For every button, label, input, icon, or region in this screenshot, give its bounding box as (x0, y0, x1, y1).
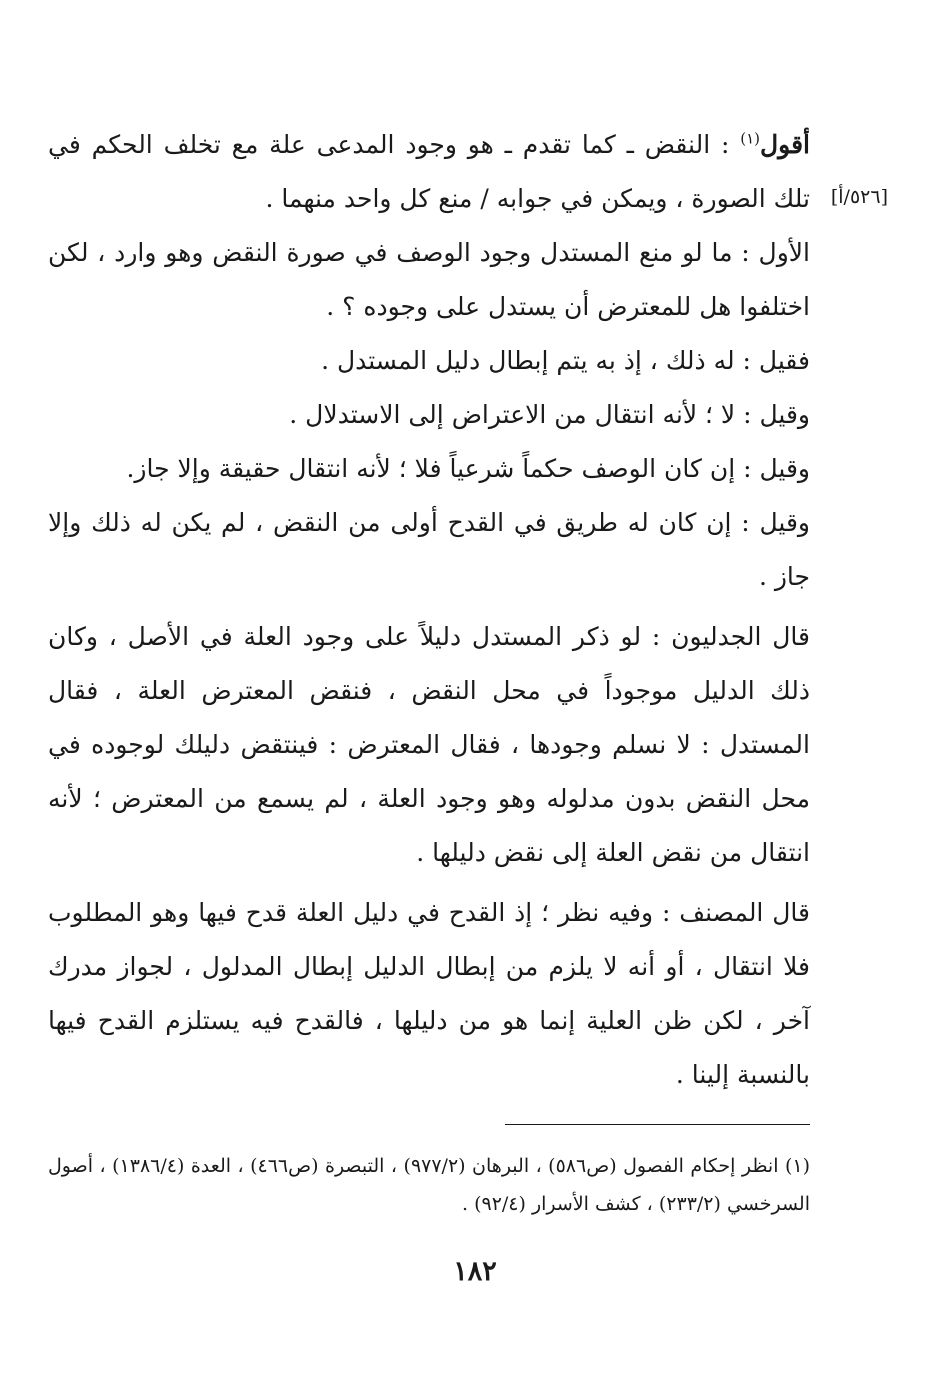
footnote-separator (505, 1124, 810, 1125)
paragraph-text: : النقض ـ كما تقدم ـ هو وجود المدعى علة مع تخلف الحكم في تلك الصورة ، ويمكن في جوابه / منع كل واحد منهما . (48, 130, 810, 213)
page-number: ١٨٢ (453, 1256, 497, 1287)
paragraph-2: الأول : ما لو منع المستدل وجود الوصف في صورة النقض وهو وارد ، لكن اختلفوا هل للمعترض أن يستدل على وجوده ؟ . (48, 238, 810, 321)
paragraph-7: قال الجدليون : لو ذكر المستدل دليلاً على وجود العلة في الأصل ، وكان ذلك الدليل موجوداً في محل النقض ، فنقض المعترض العلة ، فقال المستدل : لا نسلم وجودها ، فقال المعترض : فينتقض دليلك لوجوده في محل النقض بدون مدلوله وهو وجود العلة ، لم يسمع من المعترض ؛ لأنه انتقال من نقض العلة إلى نقض دليلها . (48, 622, 810, 867)
paragraph-lead-word: أقول (760, 130, 810, 159)
paragraph-4: وقيل : لا ؛ لأنه انتقال من الاعتراض إلى الاستدلال . (289, 400, 810, 429)
paragraph-5: وقيل : إن كان الوصف حكماً شرعياً فلا ؛ لأنه انتقال حقيقة وإلا جاز. (126, 454, 810, 483)
paragraph-8: قال المصنف : وفيه نظر ؛ إذ القدح في دليل العلة قدح فيها وهو المطلوب فلا انتقال ، أو أنه لا يلزم من إبطال الدليل إبطال المدلول ، لجواز مدرك آخر ، لكن ظن العلية إنما هو من دليلها ، فالقدح فيه يستلزم القدح فيها بالنسبة إلينا . (48, 898, 810, 1089)
footnote-marker[interactable]: (١) (740, 129, 761, 148)
footnote: (١) انظر إحكام الفصول (ص٥٨٦) ، البرهان (٩٧٧/٢) ، التبصرة (ص٤٦٦) ، العدة (١٣٨٦/٤) ، أصول السرخسي (٢٣٣/٢) ، كشف الأسرار (٩٢/٤) . (48, 1155, 811, 1215)
main-text (48, 118, 810, 1102)
paragraph-6: وقيل : إن كان له طريق في القدح أولى من النقض ، لم يكن له ذلك وإلا جاز . (48, 508, 810, 591)
paragraph-3: فقيل : له ذلك ، إذ به يتم إبطال دليل المستدل . (321, 346, 810, 375)
paragraph-1 (48, 118, 810, 226)
margin-folio-reference: [٥٢٦/أ] (830, 186, 888, 208)
